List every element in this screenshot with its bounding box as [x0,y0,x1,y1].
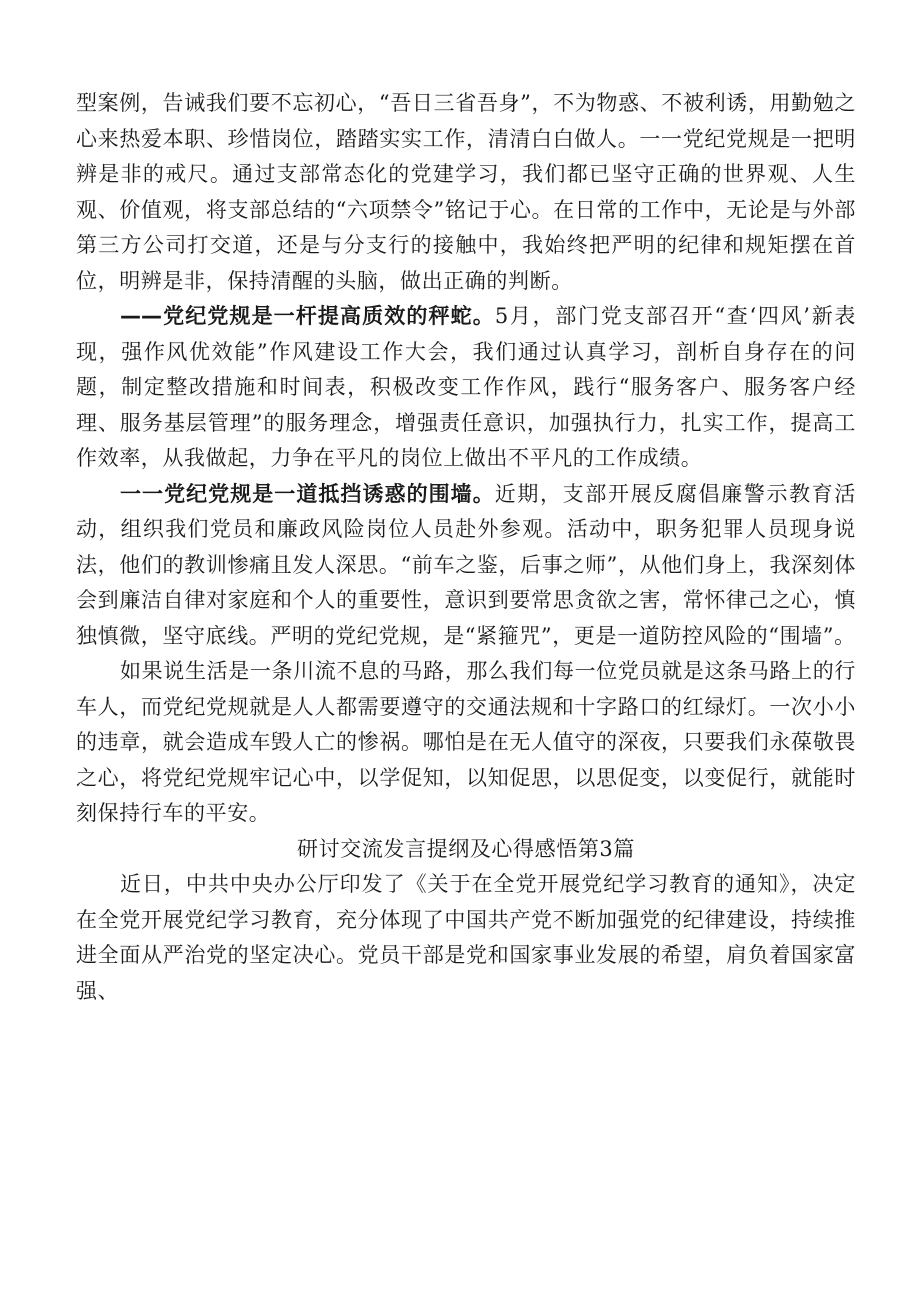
document-page [76,86,856,1009]
section-title: 研讨交流发言提纲及心得感悟第3篇 [297,836,635,861]
paragraph-5: 近日，中共中央办公厅印发了《关于在全党开展党纪学习教育的通知》，决定在全党开展党纪学习教育，充分体现了中国共产党不断加强党的纪律建设，持续推进全面从严治党的坚定决心。党员干部是党和国家事业发展的希望，肩负着国家富强、 [76,872,856,1003]
paragraph-3-body: 近期，支部开展反腐倡廉警示教育活动，组织我们党员和廉政风险岗位人员赴外参观。活动中，职务犯罪人员现身说法，他们的教训惨痛且发人深思。“前车之鉴，后事之师”，从他们身上，我深刻体会到廉洁自律对家庭和个人的重要性，意识到要常思贪欲之害，常怀律己之心，慎独慎微，坚守底线。严明的党纪党规，是“紧箍咒”，更是一道防控风险的“围墙”。 [76,481,857,648]
paragraph-1: 型案例，告诫我们要不忘初心，“吾日三省吾身”，不为物惑、不被利诱，用勤勉之心来热爱本职、珍惜岗位，踏踏实实工作，清清白白做人。一一党纪党规是一把明辨是非的戒尺。通过支部常态化的党建学习，我们都已坚守正确的世界观、人生观、价值观，将支部总结的“六项禁令”铭记于心。在日常的工作中，无论是与外部第三方公司打交道，还是与分支行的接触中，我始终把严明的纪律和规矩摆在首位，明辨是非，保持清醒的头脑，做出正确的判断。 [76,91,856,293]
paragraph-3-lead: 一一党纪党规是一道抵挡诱惑的围墙。 [120,481,495,506]
paragraph-2-lead: ——党纪党规是一杆提高质效的秤蛇。 [120,304,495,328]
paragraph-2-body: 5月，部门党支部召开“查‘四风’新表现，强作风优效能”作风建设工作大会，我们通过认真学习，剖析自身存在的问题，制定整改措施和时间表，积极改变工作作风，践行“服务客户、服务客户经理、服务基层管理”的服务理念，增强责任意识，加强执行力，扎实工作，提高工作效率，从我做起，力争在平凡的岗位上做出不平凡的工作成绩。 [76,304,857,470]
paragraph-3 [76,477,856,655]
paragraph-4: 如果说生活是一条川流不息的马路，那么我们每一位党员就是这条马路上的行车人，而党纪党规就是人人都需要遵守的交通法规和十字路口的红绿灯。一次小小的违章，就会造成车毁人亡的惨祸。哪怕是在无人值守的深夜，只要我们永葆敬畏之心，将党纪党规牢记心中，以学促知，以知促思，以思促变，以变促行，就能时刻保持行车的平安。 [76,659,856,825]
paragraph-2 [76,299,856,477]
